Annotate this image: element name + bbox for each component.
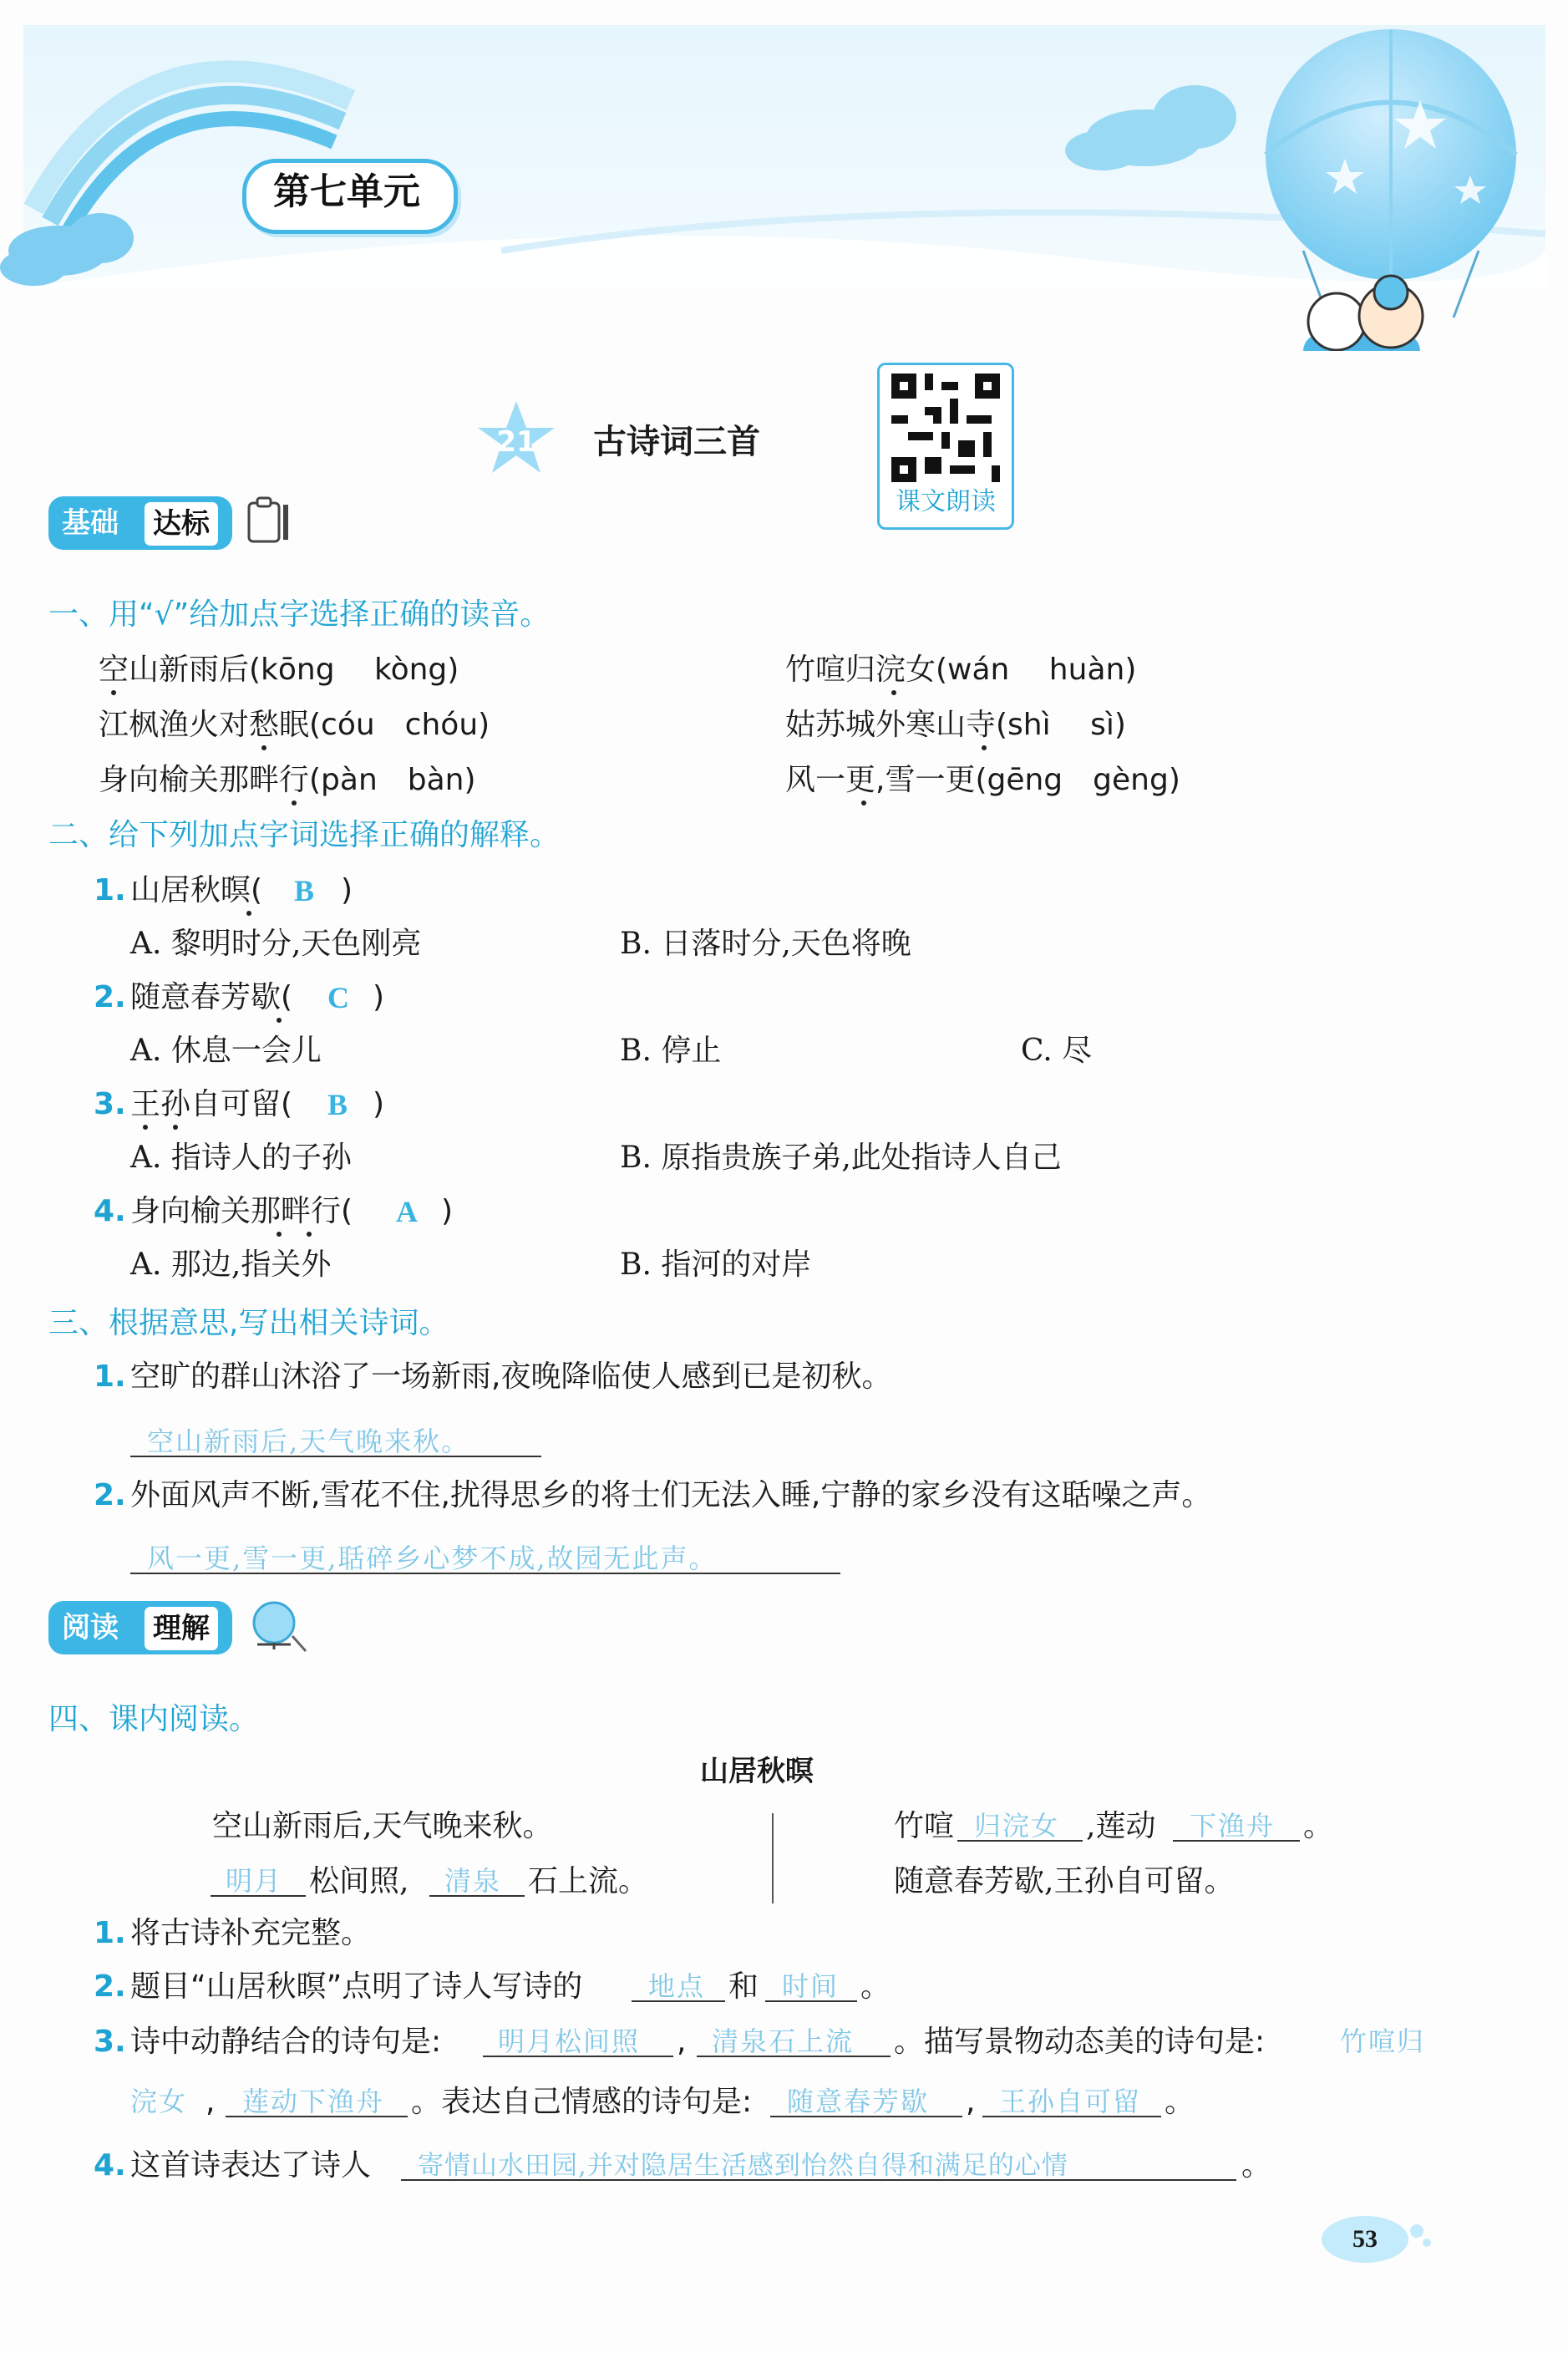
q4-3-pre: 诗中动静结合的诗句是: bbox=[130, 2025, 442, 2059]
poem-title: 山居秋暝 bbox=[700, 1755, 814, 1788]
q3-1-text: 空旷的群山沐浴了一场新雨,夜晚降临使人感到已是初秋。 bbox=[130, 1359, 892, 1394]
q2-heading: 二、给下列加点字词选择正确的解释。 bbox=[48, 818, 561, 852]
poem-blank-girls[interactable]: 归浣女 bbox=[974, 1810, 1060, 1842]
emphasis-dot bbox=[861, 800, 866, 806]
q4-2-mid: 和 bbox=[728, 1969, 759, 2004]
lesson-number: 21 bbox=[496, 425, 536, 459]
clipboard-icon bbox=[242, 493, 301, 551]
poem-line-4: 随意春芳歇,王孙自可留。 bbox=[894, 1864, 1235, 1898]
page-number: 53 bbox=[1352, 2225, 1378, 2253]
q1-item[interactable]: 姑苏城外寒山寺(shì sì) bbox=[785, 708, 1126, 742]
q4-3-comma-2: , bbox=[206, 2085, 216, 2119]
poem-blank-spring[interactable]: 清泉 bbox=[444, 1865, 502, 1897]
emphasis-dot bbox=[891, 690, 896, 695]
q4-3-answer-6[interactable]: 王孙自可留 bbox=[999, 2086, 1142, 2117]
poem-line-2-mid: 松间照, bbox=[309, 1864, 409, 1898]
badge-basic-tag: 达标 bbox=[142, 500, 221, 548]
emphasis-dot bbox=[246, 911, 251, 916]
emphasis-dot bbox=[277, 1018, 282, 1023]
q2-4-stem: 身向榆关那畔行( bbox=[130, 1194, 353, 1228]
q2-2-option-b[interactable]: B. 停止 bbox=[620, 1034, 722, 1068]
q3-2-num: 2. bbox=[94, 1478, 126, 1512]
q4-3-answer-3b[interactable]: 浣女 bbox=[130, 2086, 188, 2117]
emphasis-dot bbox=[261, 745, 266, 750]
q2-2-option-a[interactable]: A. 休息一会儿 bbox=[130, 1034, 322, 1068]
q4-2-answer-place[interactable]: 地点 bbox=[648, 1970, 706, 2002]
globe-icon bbox=[244, 1594, 311, 1661]
answer-line bbox=[429, 1895, 525, 1897]
q4-4-num: 4. bbox=[94, 2148, 126, 2183]
poem-blank-boat[interactable]: 下渔舟 bbox=[1190, 1810, 1276, 1842]
q4-heading: 四、课内阅读。 bbox=[48, 1702, 260, 1736]
q2-1-answer[interactable]: B bbox=[294, 874, 315, 907]
q4-4-end: 。 bbox=[1241, 2148, 1272, 2183]
q2-3-num: 3. bbox=[94, 1087, 126, 1121]
q2-1-option-a[interactable]: A. 黎明时分,天色刚亮 bbox=[130, 927, 422, 961]
poem-line-1: 空山新雨后,天气晚来秋。 bbox=[212, 1809, 553, 1843]
answer-line bbox=[1173, 1840, 1300, 1842]
q2-3-option-b[interactable]: B. 原指贵族子弟,此处指诗人自己 bbox=[620, 1141, 1062, 1175]
emphasis-dot bbox=[292, 800, 297, 806]
q3-2-text: 外面风声不断,雪花不住,扰得思乡的将士们无法入睡,宁静的家乡没有这聒噪之声。 bbox=[130, 1478, 1212, 1512]
poem-line-3-pre: 竹喧 bbox=[894, 1809, 955, 1843]
q4-3-answer-3a[interactable]: 竹喧归 bbox=[1340, 2025, 1426, 2057]
q1-item[interactable]: 竹喧归浣女(wán huàn) bbox=[785, 653, 1137, 687]
q4-3-answer-4[interactable]: 莲动下渔舟 bbox=[242, 2086, 385, 2117]
poem-line-3-mid: ,莲动 bbox=[1086, 1809, 1156, 1843]
answer-line bbox=[770, 2116, 962, 2117]
unit-title: 第七单元 bbox=[273, 170, 420, 213]
q2-4-num: 4. bbox=[94, 1194, 126, 1228]
q2-3-answer[interactable]: B bbox=[327, 1088, 348, 1121]
q2-1-num: 1. bbox=[94, 873, 126, 907]
q4-3-answer-5[interactable]: 随意春芳歇 bbox=[787, 2086, 930, 2117]
q1-item[interactable]: 风一更,雪一更(gēng gèng) bbox=[785, 763, 1180, 797]
q3-1-num: 1. bbox=[94, 1359, 126, 1394]
q1-item[interactable]: 江枫渔火对愁眠(cóu chóu) bbox=[99, 708, 490, 742]
q2-4-close: ) bbox=[441, 1194, 454, 1228]
q3-heading: 三、根据意思,写出相关诗词。 bbox=[48, 1306, 449, 1340]
q2-2-answer[interactable]: C bbox=[327, 981, 349, 1014]
header-banner bbox=[0, 0, 1568, 351]
q4-3-end: 。 bbox=[1165, 2085, 1195, 2119]
q4-4-pre: 这首诗表达了诗人 bbox=[130, 2148, 372, 2183]
q4-1-num: 1. bbox=[94, 1916, 126, 1950]
answer-line bbox=[130, 1456, 541, 1457]
q1-item[interactable]: 身向榆关那畔行(pàn bàn) bbox=[99, 763, 476, 797]
lesson-title: 古诗词三首 bbox=[593, 423, 760, 461]
q2-3-stem: 王孙自可留( bbox=[130, 1087, 293, 1121]
q2-1-option-b[interactable]: B. 日落时分,天色将晚 bbox=[620, 927, 911, 961]
answer-line bbox=[226, 2116, 408, 2117]
answer-line bbox=[632, 2000, 725, 2002]
poem-line-2-end: 石上流。 bbox=[528, 1864, 649, 1898]
poem-line-3-end: 。 bbox=[1303, 1809, 1334, 1843]
badge-reading-label: 阅读 bbox=[62, 1611, 119, 1644]
answer-line bbox=[697, 2056, 891, 2057]
q3-2-answer[interactable]: 风一更,雪一更,聒碎乡心梦不成,故园无此声。 bbox=[147, 1542, 718, 1574]
emphasis-dot bbox=[307, 1232, 312, 1237]
badge-reading-tag: 理解 bbox=[142, 1604, 221, 1653]
q2-2-option-c[interactable]: C. 尽 bbox=[1021, 1034, 1093, 1068]
q4-3-comma: , bbox=[677, 2025, 687, 2059]
q4-1-text: 将古诗补充完整。 bbox=[130, 1916, 372, 1950]
q2-2-num: 2. bbox=[94, 980, 126, 1014]
q2-3-option-a[interactable]: A. 指诗人的子孙 bbox=[130, 1141, 352, 1175]
q4-3-mid2: 。表达自己情感的诗句是: bbox=[411, 2085, 753, 2119]
answer-line bbox=[483, 2056, 673, 2057]
q2-1-close: ) bbox=[341, 873, 353, 907]
q4-2-answer-time[interactable]: 时间 bbox=[782, 1970, 840, 2002]
q4-3-mid: 。描写景物动态美的诗句是: bbox=[894, 2025, 1266, 2059]
emphasis-dot bbox=[982, 745, 987, 750]
emphasis-dot bbox=[143, 1125, 148, 1130]
q2-2-stem: 随意春芳歇( bbox=[130, 980, 293, 1014]
q4-2-pre: 题目“山居秋暝”点明了诗人写诗的 bbox=[130, 1969, 583, 2004]
q2-4-option-a[interactable]: A. 那边,指关外 bbox=[130, 1248, 332, 1282]
poem-divider bbox=[772, 1813, 774, 1903]
q4-3-comma-3: , bbox=[966, 2085, 976, 2119]
answer-line bbox=[957, 1840, 1083, 1842]
q4-4-answer[interactable]: 寄情山水田园,并对隐居生活感到怡然自得和满足的心情 bbox=[418, 2151, 1068, 2181]
emphasis-dot bbox=[277, 1232, 282, 1237]
q2-3-close: ) bbox=[373, 1087, 385, 1121]
emphasis-dot bbox=[173, 1125, 178, 1130]
q2-4-answer[interactable]: A bbox=[396, 1195, 418, 1228]
q4-2-end: 。 bbox=[860, 1969, 891, 2004]
q4-3-num: 3. bbox=[94, 2025, 126, 2059]
q3-1-answer[interactable]: 空山新雨后,天气晚来秋。 bbox=[147, 1426, 470, 1457]
qr-code[interactable] bbox=[877, 363, 1014, 530]
answer-line bbox=[401, 2179, 1236, 2181]
q4-3-answer-2[interactable]: 清泉石上流 bbox=[712, 2025, 855, 2057]
q1-heading: 一、用“√”给加点字选择正确的读音。 bbox=[48, 597, 551, 632]
q2-4-option-b[interactable]: B. 指河的对岸 bbox=[620, 1248, 812, 1282]
emphasis-dot bbox=[111, 690, 116, 695]
q2-2-close: ) bbox=[373, 980, 385, 1014]
answer-line bbox=[765, 2000, 857, 2002]
answer-line bbox=[211, 1895, 306, 1897]
answer-line bbox=[130, 1573, 840, 1574]
q2-1-stem: 山居秋暝( bbox=[130, 873, 263, 907]
q4-3-answer-1[interactable]: 明月松间照 bbox=[498, 2025, 641, 2057]
q1-item[interactable]: 空山新雨后(kōng kòng) bbox=[99, 653, 459, 687]
qr-caption: 课文朗读 bbox=[896, 487, 996, 516]
answer-line bbox=[982, 2116, 1161, 2117]
badge-basic-label: 基础 bbox=[62, 506, 119, 540]
poem-blank-moon[interactable]: 明月 bbox=[226, 1865, 283, 1897]
q4-2-num: 2. bbox=[94, 1969, 126, 2004]
